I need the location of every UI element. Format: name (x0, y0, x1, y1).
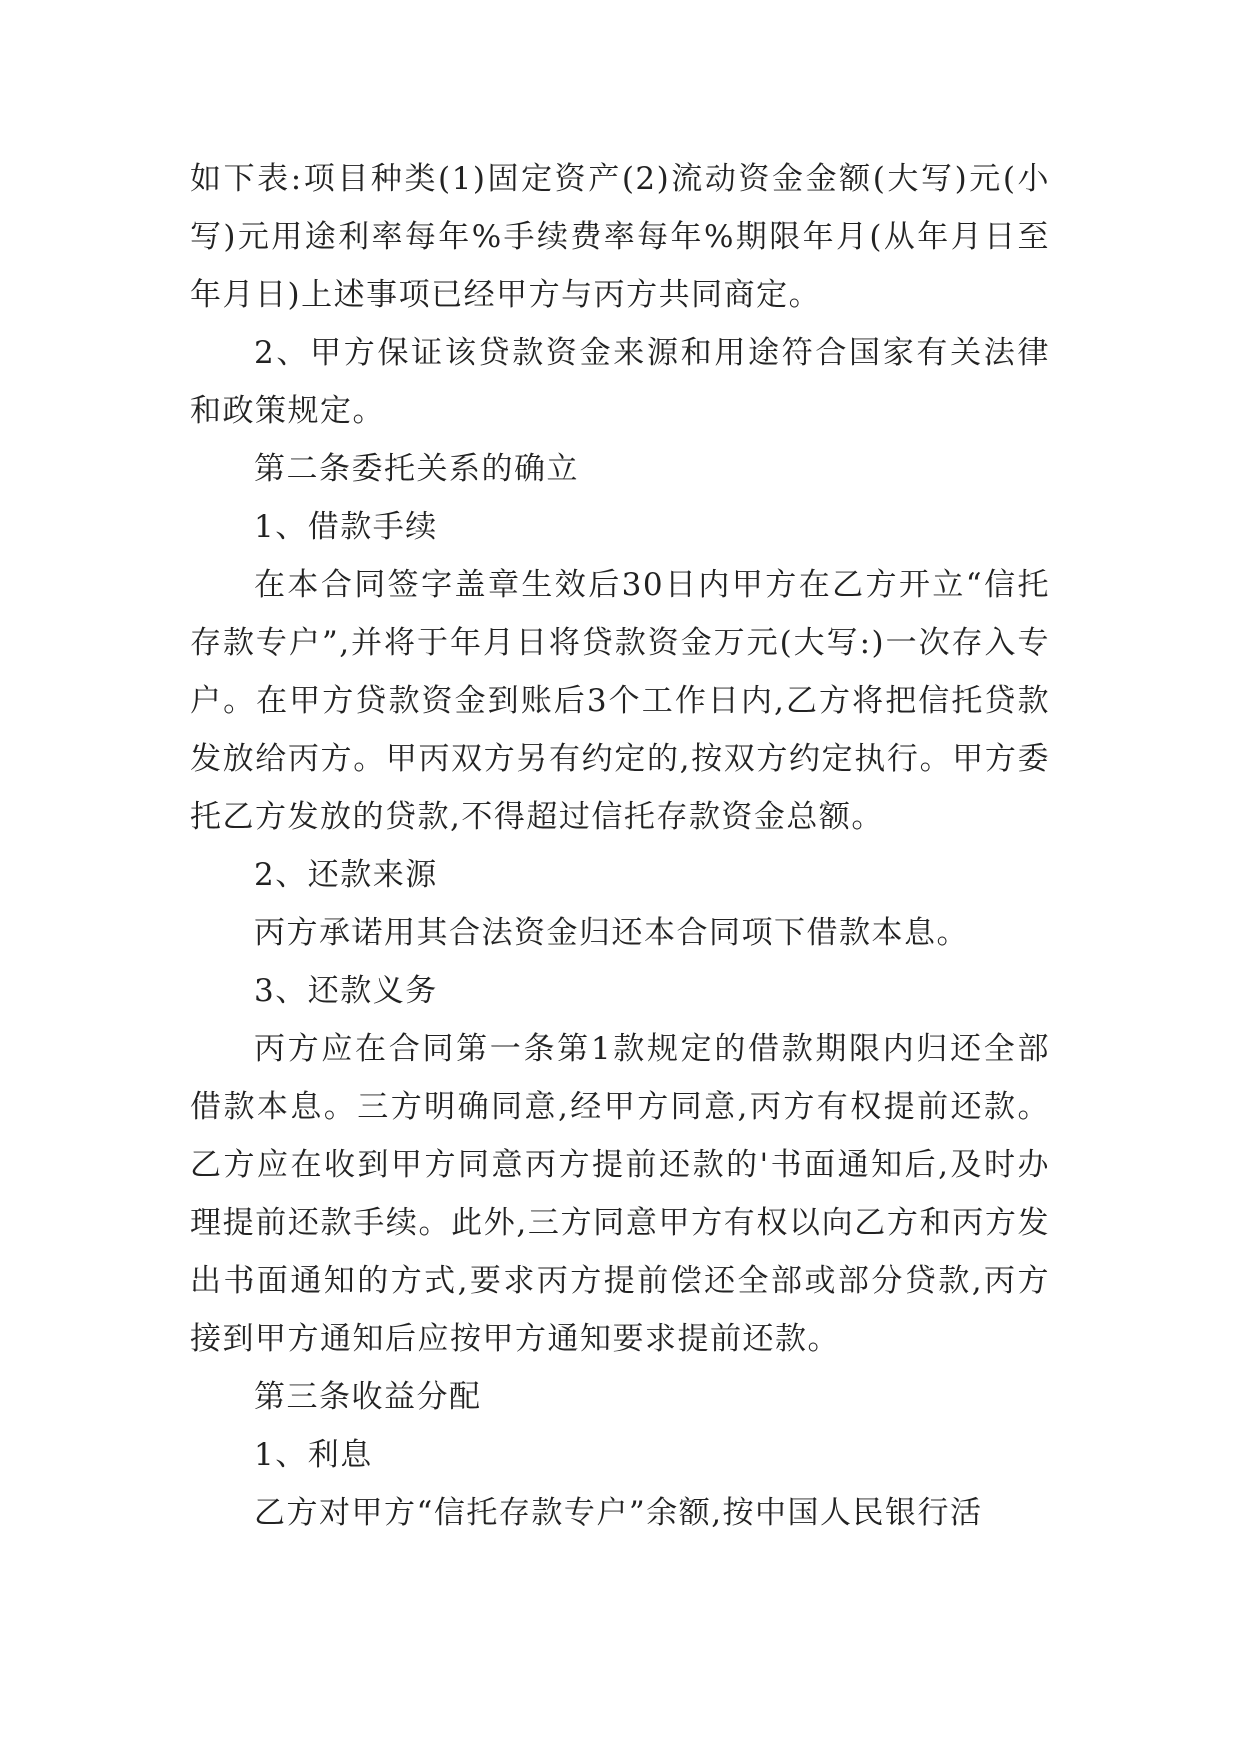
heading-article-2: 第二条委托关系的确立 (254, 451, 579, 487)
subheading-interest: 1、利息 (254, 1437, 373, 1473)
subheading-repayment-obligation: 3、还款义务 (254, 973, 438, 1009)
subheading-loan-procedure: 1、借款手续 (254, 509, 438, 545)
paragraph-repayment-source: 丙方承诺用其合法资金归还本合同项下借款本息。 (254, 915, 969, 951)
paragraph-interest: 乙方对甲方“信托存款专户”余额,按中国人民银行活 (254, 1495, 983, 1531)
heading-article-3: 第三条收益分配 (254, 1379, 482, 1415)
paragraph-loan-procedure: 在本合同签字盖章生效后30日内甲方在乙方开立“信托存款专户”,并将于年月日将贷款资金万元(大写:)一次存入专户。在甲方贷款资金到账后3个工作日内,乙方将把信托贷款发放给丙方。甲丙双方另有约定的,按双方约定执行。甲方委托乙方发放的贷款,不得超过信托存款资金总额。 (190, 567, 1050, 835)
paragraph-repayment-obligation: 丙方应在合同第一条第1款规定的借款期限内归还全部借款本息。三方明确同意,经甲方同意,丙方有权提前还款。乙方应在收到甲方同意丙方提前还款的'书面通知后,及时办理提前还款手续。此外,三方同意甲方有权以向乙方和丙方发出书面通知的方式,要求丙方提前偿还全部或部分贷款,丙方接到甲方通知后应按甲方通知要求提前还款。 (190, 1031, 1050, 1357)
subheading-repayment-source: 2、还款来源 (254, 857, 438, 893)
document-page (190, 150, 1050, 1542)
paragraph-loan-details: 如下表:项目种类(1)固定资产(2)流动资金金额(大写)元(小写)元用途利率每年%手续费率每年%期限年月(从年月日至年月日)上述事项已经甲方与丙方共同商定。 (190, 161, 1050, 313)
paragraph-clause-1-2: 2、甲方保证该贷款资金来源和用途符合国家有关法律和政策规定。 (190, 335, 1050, 429)
